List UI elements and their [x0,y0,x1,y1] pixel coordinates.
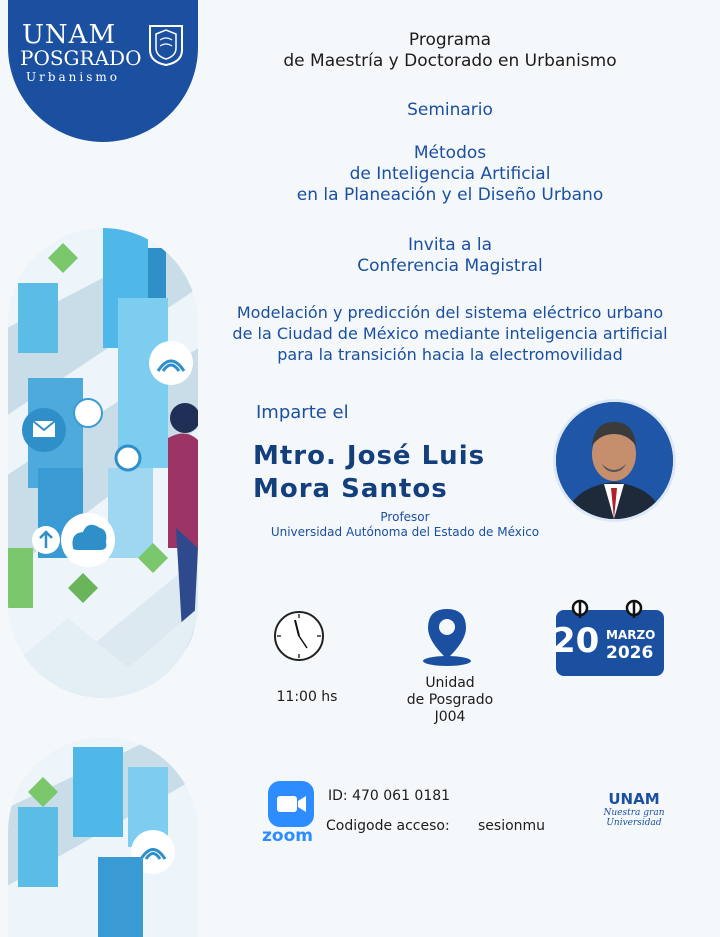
unam-seal-icon [148,24,184,66]
conference-title [200,302,700,365]
program-line-2: de Maestría y Doctorado en Urbanismo [283,51,617,71]
seminar-title [200,143,700,206]
speaker-portrait-icon [556,402,673,519]
clock-icon [273,610,325,662]
speaker-affiliation [260,510,550,540]
smart-city-illustration-bottom [8,737,198,937]
logo-posgrado-text: POSGRADO [20,46,142,70]
location-pin-icon [420,607,474,667]
calendar-rings-icon [570,598,650,622]
speaker-name-line-1: Mtro. José Luis [253,441,486,471]
conference-line-1: Modelación y predicción del sistema eléctrico urbano [236,303,664,322]
smart-city-illustration [8,228,198,698]
program-line-1: Programa [408,30,492,50]
conference-line-2: de la Ciudad de México mediante inteligencia artificial [232,324,668,343]
event-day: 20 [552,621,600,661]
zoom-app-icon[interactable] [268,781,314,827]
city-illustration-bottom [8,737,198,937]
event-month: MARZO [606,628,656,642]
logo-urbanismo-text: Urbanismo [26,70,121,84]
event-place [380,675,520,726]
conference-line-3: para la transición hacia la electromovilidad [277,345,623,364]
speaker-name-line-2: Mora Santos [253,474,448,504]
speaker-role: Profesor [380,510,430,524]
speaker-name [253,440,485,506]
speaker-photo [553,399,676,522]
program-title [200,30,700,72]
place-line-2: de Posgrado [406,692,494,708]
speaker-institution: Universidad Autónoma del Estado de México [270,525,540,539]
city-illustration-top [8,228,198,698]
invitation [200,235,700,277]
zoom-meeting-id: ID: 470 061 0181 [328,788,451,804]
logo-unam-text: UNAM [22,20,117,50]
seminar-line-1: Métodos [413,143,487,163]
seminar-line-2: de Inteligencia Artificial [349,164,551,184]
event-year: 2026 [606,643,654,663]
event-time: 11:00 hs [276,689,338,705]
imparte-label: Imparte el [256,402,349,423]
seminar-label: Seminario [407,100,493,120]
place-line-3: J004 [434,709,466,725]
unam-brand-logo [600,790,668,828]
invitation-line-2: Conferencia Magistral [357,256,543,276]
place-line-1: Unidad [425,675,475,691]
unam-brand-tag-1: Nuestra gran [603,808,665,818]
zoom-wordmark: zoom [262,826,313,846]
zoom-code-label: Codigode acceso: [326,818,450,834]
seminar-line-3: en la Planeación y el Diseño Urbano [296,185,604,205]
invitation-line-1: Invita a la [407,235,493,255]
zoom-code-value: sesionmu [478,818,546,834]
zoom-camera-icon [268,781,314,827]
unam-brand-title: UNAM [608,790,660,808]
unam-brand-tag-2: Universidad [606,818,662,828]
